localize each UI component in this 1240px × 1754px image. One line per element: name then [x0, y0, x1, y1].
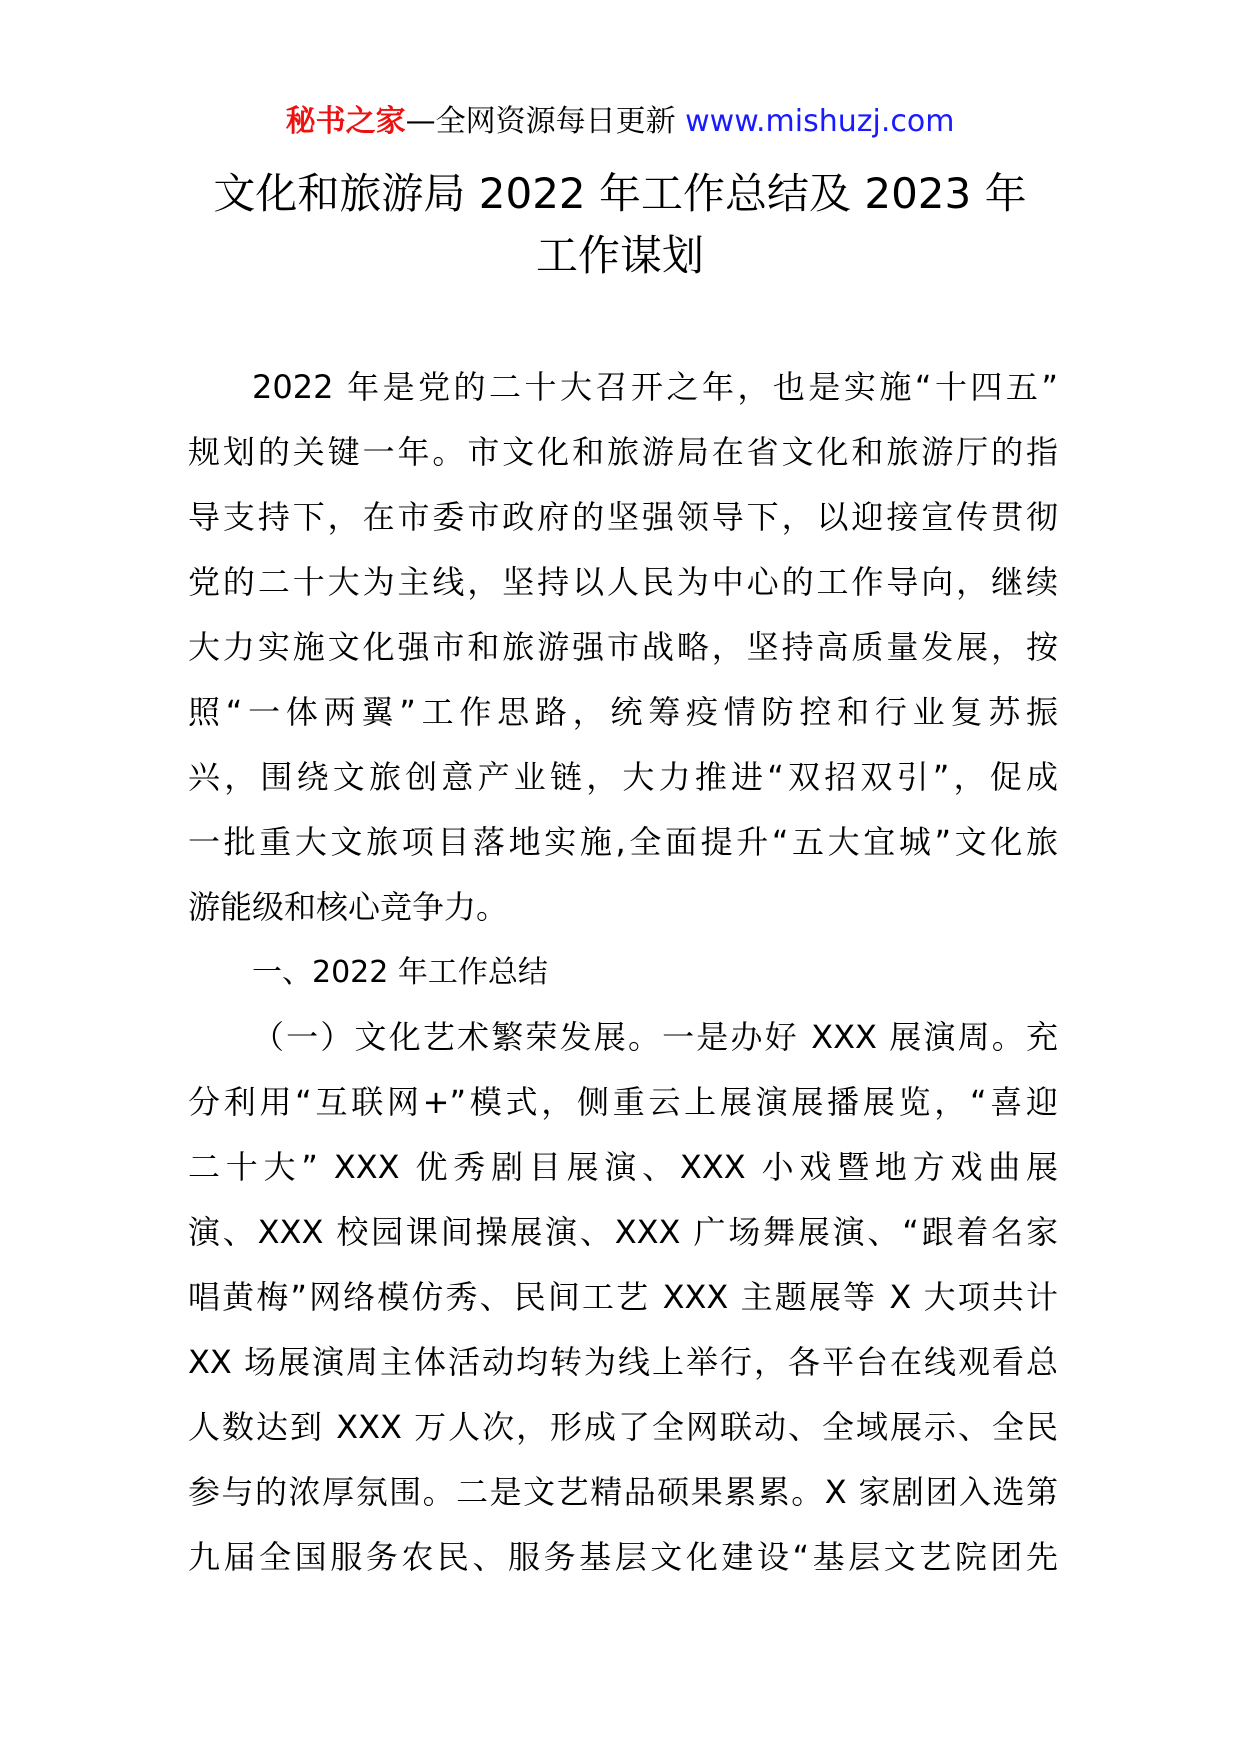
paragraph-1-line: 导支持下，在市委市政府的坚强领导下，以迎接宣传贯彻 [188, 498, 1058, 536]
paragraph-1-line: 兴，围绕文旅创意产业链，大力推进“双招双引”，促成 [188, 758, 1058, 796]
paragraph-2-line: 九届全国服务农民、服务基层文化建设“基层文艺院团先 [188, 1538, 1058, 1576]
paragraph-1-line: 大力实施文化强市和旅游强市战略，坚持高质量发展，按 [188, 628, 1058, 666]
paragraph-1-line: 党的二十大为主线，坚持以人民为中心的工作导向，继续 [188, 563, 1058, 601]
title-line-1: 文化和旅游局 2022 年工作总结及 2023 年 [213, 169, 1027, 218]
paragraph-1-line: 2022 年是党的二十大召开之年，也是实施“十四五” [252, 368, 1058, 406]
paragraph-2-line: 参与的浓厚氛围。二是文艺精品硕果累累。X 家剧团入选第 [188, 1473, 1058, 1511]
paragraph-2-line: 分利用“互联网+”模式，侧重云上展演展播展览，“喜迎 [188, 1083, 1058, 1121]
document-title [120, 163, 1120, 287]
paragraph-1-line: 规划的关键一年。市文化和旅游局在省文化和旅游厅的指 [188, 433, 1058, 471]
paragraph-2-line: 二十大” XXX 优秀剧目展演、XXX 小戏暨地方戏曲展 [188, 1148, 1058, 1186]
section-heading: 一、2022 年工作总结 [252, 955, 548, 990]
paragraph-2-line: 演、XXX 校园课间操展演、XXX 广场舞展演、“跟着名家 [188, 1213, 1058, 1251]
paragraph-1-line: 游能级和核心竞争力。 [188, 888, 509, 926]
header-tagline: —全网资源每日更新 [405, 104, 676, 139]
paragraph-2-line: XX 场展演周主体活动均转为线上举行，各平台在线观看总 [188, 1343, 1058, 1381]
site-url-link[interactable]: www.mishuzj.com [685, 104, 955, 139]
paragraph-2-line: （一）文化艺术繁荣发展。一是办好 XXX 展演周。充 [252, 1018, 1058, 1056]
title-line-2: 工作谋划 [535, 231, 704, 280]
paragraph-2-line: 唱黄梅”网络模仿秀、民间工艺 XXX 主题展等 X 大项共计 [188, 1278, 1058, 1316]
document-body [188, 355, 1058, 1590]
paragraph-1-line: 照“一体两翼”工作思路，统筹疫情防控和行业复苏振 [188, 693, 1058, 731]
site-header [0, 100, 1240, 144]
paragraph-2-line: 人数达到 XXX 万人次，形成了全网联动、全域展示、全民 [188, 1408, 1058, 1446]
paragraph-1-line: 一批重大文旅项目落地实施,全面提升“五大宜城”文化旅 [188, 823, 1058, 861]
brand-name: 秘书之家 [285, 104, 406, 139]
